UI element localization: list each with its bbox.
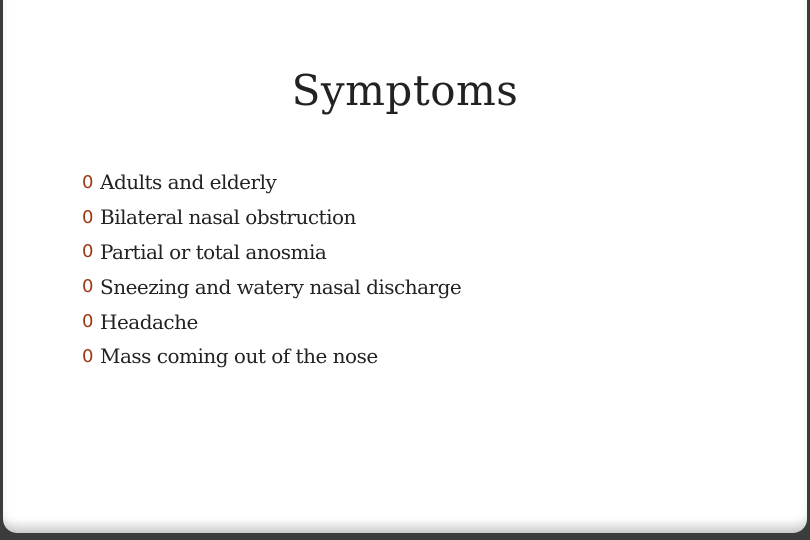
bullet-marker: 0	[82, 311, 94, 333]
list-item	[82, 165, 461, 200]
bullet-text: Mass coming out of the nose	[100, 344, 378, 369]
bullet-text: Bilateral nasal obstruction	[100, 205, 356, 230]
bullet-text: Headache	[100, 309, 198, 334]
list-item	[82, 339, 461, 374]
bullet-marker: 0	[82, 345, 94, 367]
bullet-marker: 0	[82, 276, 94, 298]
slide	[3, 0, 807, 533]
bullet-list	[82, 165, 461, 374]
bullet-text: Partial or total anosmia	[100, 239, 327, 264]
bullet-text: Adults and elderly	[100, 170, 277, 195]
bullet-marker: 0	[82, 241, 94, 263]
list-item	[82, 200, 461, 235]
list-item	[82, 304, 461, 339]
slide-title: Symptoms	[291, 66, 519, 115]
bullet-marker: 0	[82, 171, 94, 193]
list-item	[82, 269, 461, 304]
bullet-text: Sneezing and watery nasal discharge	[100, 274, 462, 299]
list-item	[82, 235, 461, 270]
bullet-marker: 0	[82, 206, 94, 228]
